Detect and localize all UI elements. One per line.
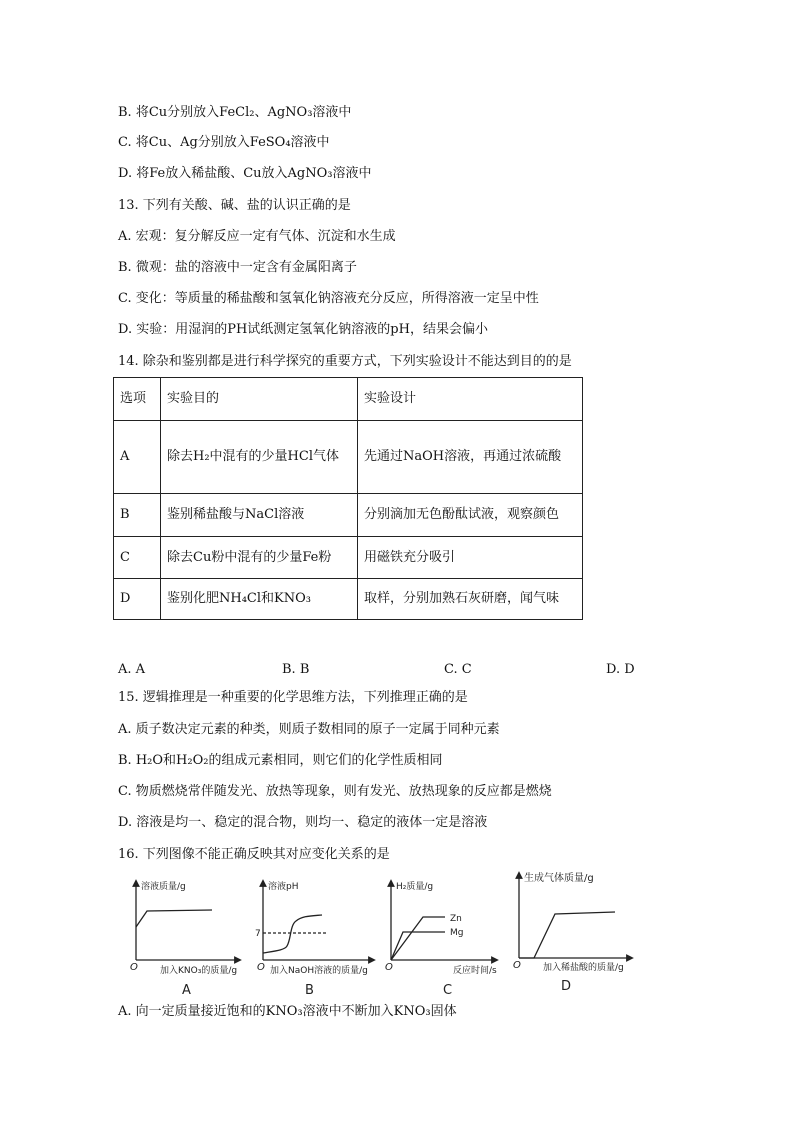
graph-c-mg-line	[391, 932, 445, 960]
graph-a-xlabel: 加入KNO₃的质量/g	[160, 966, 238, 976]
q14-choice-b: B. B	[282, 662, 310, 677]
cell: 鉴别化肥NH₄Cl和KNO₃	[161, 579, 358, 620]
q13-option-d: D. 实验：用湿润的PH试纸测定氢氧化钠溶液的pH，结果会偏小	[118, 322, 488, 337]
q15-option-b: B. H₂O和H₂O₂的组成元素相同，则它们的化学性质相同	[118, 753, 443, 768]
graph-a-origin: O	[130, 962, 138, 973]
graph-b-caption: B	[305, 983, 314, 998]
cell: A	[114, 421, 161, 494]
graph-c-ylabel: H₂质量/g	[396, 882, 434, 892]
cell: 除去H₂中混有的少量HCl气体	[161, 421, 358, 494]
graph-c-origin: O	[385, 962, 393, 973]
graph-c-caption: C	[443, 983, 453, 998]
graph-a-curve	[136, 910, 212, 927]
q13-option-c: C. 变化：等质量的稀盐酸和氢氧化钠溶液充分反应，所得溶液一定呈中性	[118, 291, 539, 306]
cell: 用磁铁充分吸引	[358, 537, 583, 579]
graph-d	[513, 871, 630, 994]
graph-a-caption: A	[182, 983, 191, 998]
q16-graphs	[110, 870, 650, 1000]
header-cell: 实验目的	[161, 378, 358, 421]
table-row	[114, 537, 583, 579]
q16-option-a: A. 向一定质量接近饱和的KNO₃溶液中不断加入KNO₃固体	[118, 1004, 457, 1019]
graph-c	[385, 880, 497, 998]
graph-b-xlabel: 加入NaOH溶液的质量/g	[270, 966, 368, 976]
graph-a-ylabel: 溶液质量/g	[141, 882, 186, 892]
q14-choice-a: A. A	[118, 662, 146, 677]
graph-a	[130, 880, 238, 998]
table-row	[114, 579, 583, 620]
table-header-row	[114, 378, 583, 421]
table-row	[114, 494, 583, 537]
q13-option-b: B. 微观：盐的溶液中一定含有金属阳离子	[118, 260, 357, 275]
q14-choice-c: C. C	[444, 662, 472, 677]
graph-c-zn-label: Zn	[450, 914, 462, 924]
q14-table	[113, 377, 583, 620]
graph-b-origin: O	[257, 962, 265, 973]
q15-option-a: A. 质子数决定元素的种类，则质子数相同的原子一定属于同种元素	[118, 722, 500, 737]
q12-option-c: C. 将Cu、Ag分别放入FeSO₄溶液中	[118, 135, 330, 150]
q15-option-c: C. 物质燃烧常伴随发光、放热等现象，则有发光、放热现象的反应都是燃烧	[118, 784, 552, 799]
q15-option-d: D. 溶液是均一、稳定的混合物，则均一、稳定的液体一定是溶液	[118, 815, 488, 830]
header-cell: 选项	[114, 378, 161, 421]
q14-choice-d: D. D	[606, 662, 635, 677]
graph-d-origin: O	[513, 960, 521, 971]
graph-d-ylabel: 生成气体质量/g	[524, 873, 594, 884]
q12-option-b: B. 将Cu分别放入FeCl₂、AgNO₃溶液中	[118, 105, 352, 120]
header-cell: 实验设计	[358, 378, 583, 421]
cell: C	[114, 537, 161, 579]
q14-stem: 14. 除杂和鉴别都是进行科学探究的重要方式，下列实验设计不能达到目的的是	[118, 354, 572, 369]
graph-d-xlabel: 加入稀盐酸的质量/g	[543, 963, 624, 973]
q15-stem: 15. 逻辑推理是一种重要的化学思维方法，下列推理正确的是	[118, 690, 468, 705]
q16-stem: 16. 下列图像不能正确反映其对应变化关系的是	[118, 847, 390, 862]
graph-c-xlabel: 反应时间/s	[453, 966, 497, 976]
graph-d-curve	[519, 912, 615, 958]
graph-b-curve	[263, 915, 322, 953]
cell: 先通过NaOH溶液，再通过浓硫酸	[358, 421, 583, 494]
table-row	[114, 421, 583, 494]
q13-stem: 13. 下列有关酸、碱、盐的认识正确的是	[118, 198, 351, 213]
cell: 除去Cu粉中混有的少量Fe粉	[161, 537, 358, 579]
cell: 分别滴加无色酚酞试液，观察颜色	[358, 494, 583, 537]
q12-option-d: D. 将Fe放入稀盐酸、Cu放入AgNO₃溶液中	[118, 166, 372, 181]
cell: B	[114, 494, 161, 537]
cell: 取样，分别加熟石灰研磨，闻气味	[358, 579, 583, 620]
graph-b-ylabel: 溶液pH	[268, 882, 299, 892]
graph-c-zn-line	[391, 917, 445, 960]
graph-c-mg-label: Mg	[450, 928, 464, 938]
graph-b	[255, 880, 372, 998]
graph-b-7-label: 7	[255, 929, 261, 939]
graph-d-caption: D	[561, 979, 572, 994]
cell: D	[114, 579, 161, 620]
cell: 鉴别稀盐酸与NaCl溶液	[161, 494, 358, 537]
q13-option-a: A. 宏观：复分解反应一定有气体、沉淀和水生成	[118, 229, 396, 244]
